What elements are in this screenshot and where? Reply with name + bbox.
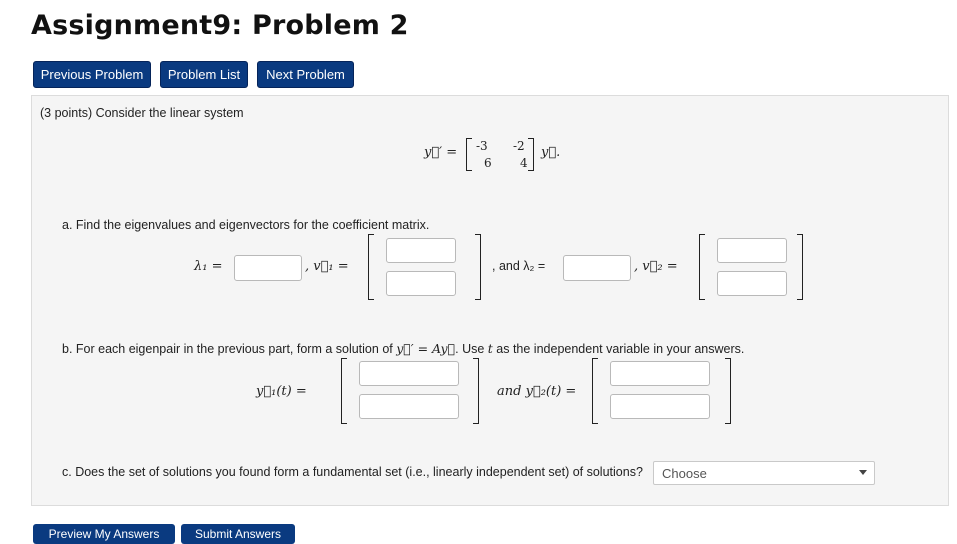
lambda1-label: λ₁ = (194, 259, 223, 274)
equation-rhs: y⃗. (541, 145, 561, 160)
matrix-left-bracket (466, 138, 472, 171)
v1-left-bracket (368, 234, 374, 300)
chevron-down-icon (859, 470, 867, 475)
problem-intro: (3 points) Consider the linear system (40, 106, 244, 120)
matrix-right-bracket (528, 138, 534, 171)
y1-component-2-input[interactable] (359, 394, 459, 419)
previous-problem-button[interactable]: Previous Problem (33, 61, 151, 88)
y2-right-bracket (725, 358, 731, 424)
part-b-prompt-end: as the independent variable in your answers. (492, 342, 745, 356)
part-b-variable: t (487, 341, 493, 356)
part-b-equation: y⃗′ = Ay⃗ (396, 341, 456, 356)
y2-component-2-input[interactable] (610, 394, 710, 419)
v1-component-1-input[interactable] (386, 238, 456, 263)
v2-right-bracket (797, 234, 803, 300)
matrix-entry: 4 (520, 156, 528, 170)
part-c-prompt: c. Does the set of solutions you found form a fundamental set (i.e., linearly independent set) of solutions? (62, 465, 643, 479)
y1-right-bracket (473, 358, 479, 424)
problem-list-button[interactable]: Problem List (160, 61, 248, 88)
lambda2-label (492, 259, 545, 273)
v2-left-bracket (699, 234, 705, 300)
select-value: Choose (662, 465, 707, 481)
v1-right-bracket (475, 234, 481, 300)
y2-component-1-input[interactable] (610, 361, 710, 386)
part-b-prompt-start: b. For each eigenpair in the previous part, form a solution of (62, 342, 397, 356)
part-a-prompt: a. Find the eigenvalues and eigenvectors for the coefficient matrix. (62, 218, 430, 232)
page-title: Assignment9: Problem 2 (31, 10, 409, 41)
v2-component-1-input[interactable] (717, 238, 787, 263)
matrix-entry: 6 (484, 156, 492, 170)
lambda2-input[interactable] (563, 255, 631, 281)
equation-lhs: y⃗′ = (424, 145, 458, 160)
part-b-prompt (62, 341, 744, 356)
y2-left-bracket (592, 358, 598, 424)
matrix-entry: -3 (476, 139, 488, 153)
lambda2-label-text: , and λ₂ = (492, 259, 546, 273)
lambda1-input[interactable] (234, 255, 302, 281)
matrix-entry: -2 (513, 139, 525, 153)
part-b-prompt-mid: . Use (455, 342, 488, 356)
y2-label: and y⃗₂(t) = (497, 384, 577, 399)
y1-component-1-input[interactable] (359, 361, 459, 386)
v2-component-2-input[interactable] (717, 271, 787, 296)
v2-label: , v⃗₂ = (634, 259, 678, 274)
y1-label: y⃗₁(t) = (256, 384, 307, 399)
preview-answers-button[interactable]: Preview My Answers (33, 524, 175, 544)
fundamental-set-select[interactable] (653, 461, 875, 485)
submit-answers-button[interactable]: Submit Answers (181, 524, 295, 544)
v1-label: , v⃗₁ = (305, 259, 349, 274)
next-problem-button[interactable]: Next Problem (257, 61, 354, 88)
v1-component-2-input[interactable] (386, 271, 456, 296)
y1-left-bracket (341, 358, 347, 424)
